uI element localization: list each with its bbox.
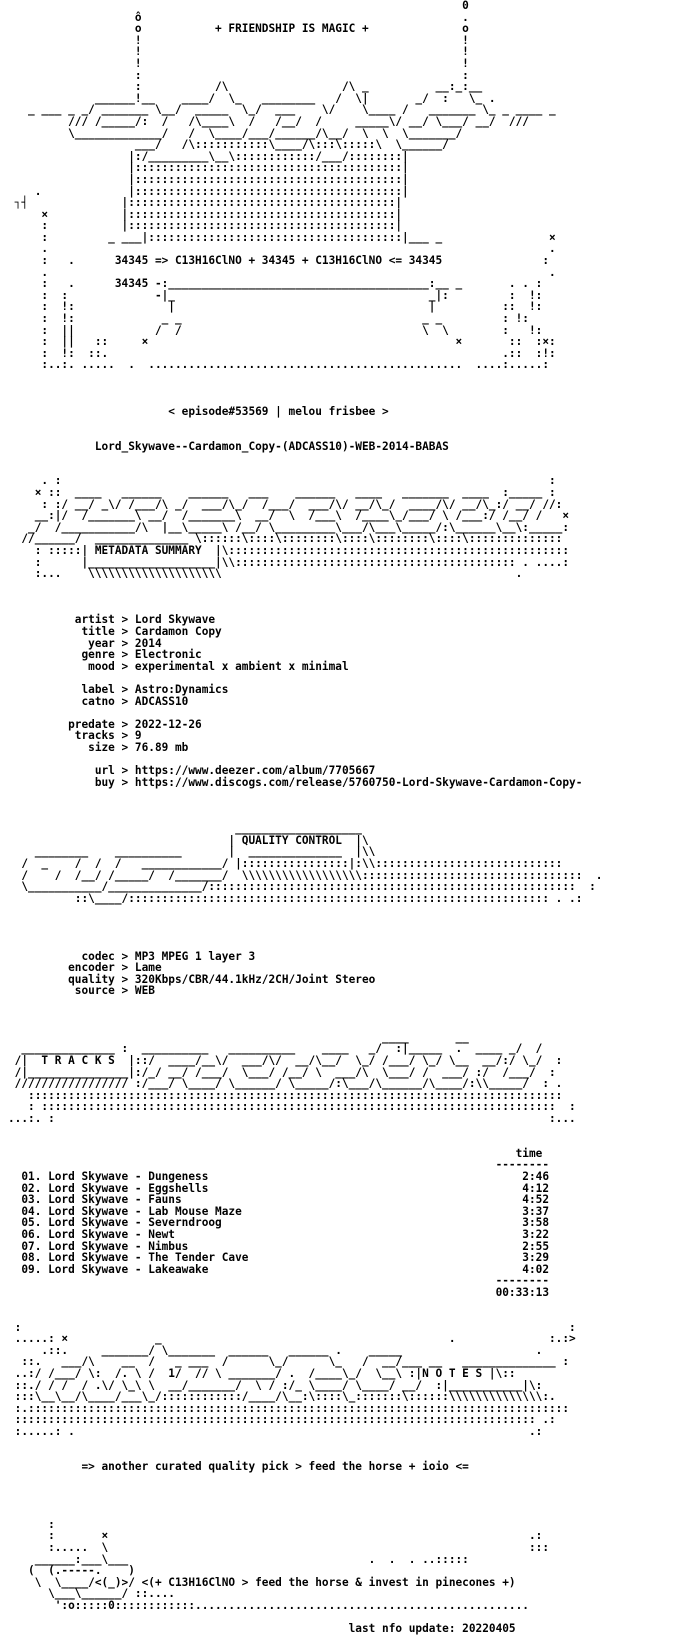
nfo-line: 0 (8, 0, 469, 12)
nfo-line (8, 1009, 696, 1021)
nfo-line: last nfo update: 20220405 (8, 1622, 516, 1635)
nfo-line: : (8, 1517, 55, 1531)
nfo-line: :..... \ ::: (8, 1540, 549, 1554)
nfo-line: predate > 2022-12-26 (8, 717, 202, 731)
nfo-line (8, 580, 696, 592)
nfo-line: \ \____/<(_)>/ <(+ C13H16ClNO > feed the horse & invest in pinecones +) (8, 1575, 516, 1589)
nfo-line (8, 800, 696, 812)
nfo-line: : !: | | :: !: (8, 300, 543, 314)
nfo-line: |:/_________\__\::::::::::::/___/::::::::| (8, 149, 409, 163)
nfo-line: ( (.-----. ) (8, 1564, 135, 1578)
nfo-line: time (8, 1146, 543, 1160)
nfo-line: : !: _ _ _ _ : !: (8, 312, 529, 326)
nfo-line: ______________ : __________ __________ ____ _/ :|_____ . ____ _/ / (8, 1042, 556, 1056)
nfo-line: : || :: × × :: :×: (8, 335, 556, 349)
nfo-line: \_____________/ / \____/___/______/\__/ \ \ \_______/ (8, 126, 463, 140)
nfo-line: -------- (8, 1158, 549, 1172)
nfo-line: ___/ /\:::::::::::\____/\:::\:::::\ \______/ (8, 138, 449, 152)
nfo-line: ____ __ (8, 1030, 469, 1044)
nfo-line: : . 34345 -:_______________________________________:__ _ . . : (8, 277, 543, 291)
nfo-line: \___________/______________/::::::::::::::::::::::::::::::::::::::::::::::::::::::: : (8, 880, 596, 894)
nfo-line: 01. Lord Skywave - Dungeness 2:46 (8, 1169, 549, 1183)
nfo-line: o + FRIENDSHIP IS MAGIC + o (8, 22, 469, 36)
nfo-line: url > https://www.deezer.com/album/7705667 (8, 764, 376, 778)
nfo-line: ______!__ ____/ \_ ________ / \| _/ : \_ . (8, 91, 496, 105)
nfo-line: × :: ____ ______ ______ ___ ______ ____ _______ ____ :_____ : (8, 485, 556, 499)
nfo-line (8, 1310, 696, 1322)
nfo-line: Lord_Skywave--Cardamon_Copy-(ADCASS10)-WEB-2014-BABAS (8, 439, 449, 453)
nfo-line: 08. Lord Skywave - The Tender Cave 3:29 (8, 1251, 549, 1265)
nfo-line: mood > experimental x ambient x minimal (8, 659, 349, 673)
nfo-line: ┐┤ |::::::::::::::::::::::::::::::::::::::::| (8, 196, 403, 210)
nfo-line: : || / / \ \ : !: (8, 323, 543, 337)
nfo-line: :::\__\__/\____/___\_/::::::::::::/____/\__:\::::\_:::::::\::::::\\\\\\\\\\\\\\:. (8, 1390, 556, 1404)
nfo-line: ::./ / / / .\/ \_\ \ __/_______/ \ / :/_ \____/ \____/ __/ :|___________|\: (8, 1378, 543, 1392)
nfo-line: / / /__/ /_____/ /_______/ \\\\\\\\\\\\\\\\\\::::::::::::::::::::::::::::::::: . (8, 868, 603, 882)
nfo-line: 07. Lord Skywave - Nimbus 2:55 (8, 1239, 549, 1253)
nfo-line: : /\ /\ _ __:_:__ (8, 80, 483, 94)
nfo-line: . . (8, 242, 556, 256)
nfo-line: : |___________________|\\:::::::::::::::::::::::::::::::::::::::::: . ....: (8, 555, 570, 569)
nfo-line: codec > MP3 MPEG 1 layer 3 (8, 949, 256, 963)
nfo-line (8, 939, 696, 951)
nfo-line: : × .: (8, 1529, 543, 1543)
nfo-line (8, 1507, 696, 1519)
nfo-line: ...:. : :... (8, 1112, 576, 1125)
nfo-line: buy > https://www.discogs.com/release/5760750-Lord-Skywave-Cardamon-Copy- (8, 775, 583, 789)
nfo-line: / _ / / / ____________/ |::::::::::::::::|:\\:::::::::::::::::::::::::::: (8, 856, 563, 870)
nfo-line: title > Cardamon Copy (8, 625, 222, 639)
nfo-line (8, 383, 696, 395)
nfo-line: tracks > 9 (8, 729, 142, 743)
nfo-line: × |::::::::::::::::::::::::::::::::::::::::| (8, 207, 403, 221)
nfo-line: ________ __________ | ______________ |\\ (8, 845, 376, 859)
nfo-line: :... \\\\\\\\\\\\\\\\\\\\ . (8, 567, 523, 581)
nfo-line: genre > Electronic (8, 648, 202, 662)
nfo-line: year > 2014 (8, 636, 162, 650)
nfo-line: ___________________ (8, 822, 362, 836)
nfo-line: source > WEB (8, 984, 155, 998)
nfo-line: ..:/ /___/ \: /. \ / 1/ // \ _______/ . /____\_/ \__\ :|N O T E S |\:: (8, 1367, 516, 1381)
nfo-line: -------- (8, 1274, 549, 1288)
nfo-line (8, 997, 696, 1009)
nfo-line: 02. Lord Skywave - Eggshells 4:12 (8, 1181, 549, 1195)
nfo-line: quality > 320Kbps/CBR/44.1kHz/2CH/Joint Stereo (8, 972, 376, 986)
nfo-line (8, 1438, 696, 1450)
nfo-line: .....: × _ . :.:> (8, 1332, 576, 1346)
nfo-line: catno > ADCASS10 (8, 694, 189, 708)
nfo-line: _ ___ _ _/ _______ \__/ _____ \_/ ___ \/ \____ / _______ \_ _ ____ _ (8, 103, 556, 117)
nfo-line (8, 928, 696, 940)
nfo-line: 05. Lord Skywave - Severndroog 3:58 (8, 1216, 549, 1230)
nfo-line: 04. Lord Skywave - Lab Mouse Maze 3:37 (8, 1204, 549, 1218)
nfo-line: :.::::::::::::::::::::::::::::::::::::::::::::::::::::::::::::::::::::::::::::::::: (8, 1401, 570, 1415)
nfo-line (8, 904, 696, 916)
nfo-line: :..:. ..... . ............................................... ....:.....: (8, 358, 549, 372)
nfo-line: :::::::::::::::::::::::::::::::::::::::::::::::::::::::::::::::::::::::::::::::: (8, 1088, 563, 1102)
nfo-line: : : (8, 68, 469, 82)
nfo-line: : ::::::::::::::::::::::::::::::::::::::::::::::::::::::::::::::::::::::::::::: : (8, 1100, 576, 1114)
nfo-line: .::. _______/ \_______ ______ ______ . _____ . (8, 1343, 543, 1357)
nfo-line: ! ! (8, 45, 469, 59)
nfo-line: :.....: . .: (8, 1425, 543, 1439)
nfo-line: ! ! (8, 33, 469, 47)
nfo-line: :::::::::::::::::::::::::::::::::::::::::::::::::::::::::::::::::::::::::::::: .: (8, 1413, 556, 1427)
nfo-line: . |::::::::::::::::::::::::::::::::::::::::| (8, 184, 409, 198)
nfo-line: size > 76.89 mb (8, 741, 189, 754)
nfo-line: : :::::| METADATA SUMMARY |\::::::::::::::::::::::::::::::::::::::::::::::::::: (8, 543, 570, 557)
nfo-line (8, 788, 696, 800)
nfo-line: ______:___\___ . . . ..::::: (8, 1552, 469, 1566)
nfo-line: ! ! (8, 56, 469, 70)
nfo-line (8, 1125, 696, 1137)
nfo-line (8, 429, 696, 441)
nfo-line: 03. Lord Skywave - Fauns 4:52 (8, 1193, 549, 1207)
nfo-line (8, 591, 696, 603)
nfo-line: : !: ::. .:: :!: (8, 346, 556, 360)
nfo-line: : : (8, 1320, 576, 1334)
nfo-line: artist > Lord Skywave (8, 613, 216, 627)
nfo-line: label > Astro:Dynamics (8, 683, 229, 697)
nfo-line: _/ /___________/\ |__\_____\ /__/ \_________\___/\___\_____/:\______\__\:_____: (8, 520, 570, 534)
nfo-line (8, 916, 696, 928)
nfo-line: __:|/ /_______\ __/ /_______\ __/ \ /___\ /____\_/___/ \ /___:/ /__/ / × (8, 509, 570, 523)
nfo-line (8, 452, 696, 464)
nfo-line: | QUALITY CONTROL |\ (8, 833, 369, 847)
nfo-line: ô . (8, 10, 469, 24)
nfo-line: : . 34345 => C13H16ClNO + 34345 + C13H16ClNO <= 34345 : (8, 254, 549, 268)
nfo-line: < episode#53569 | melou frisbee > (8, 404, 389, 418)
nfo-line: : |::::::::::::::::::::::::::::::::::::::::| (8, 219, 403, 233)
nfo-line: . : : (8, 474, 556, 488)
nfo-line: : _ ___|::::::::::::::::::::::::::::::::::::::|___ _ × (8, 230, 556, 244)
nfo-line: 06. Lord Skywave - Newt 3:22 (8, 1227, 549, 1241)
nfo-line: : :/ __/ _\/ /___/\ _/ ___/\_/ /___/ ___/\/ __/\_/ ____/\/ __/\_:/ __/ //: (8, 497, 563, 511)
nfo-line: ///////////////// :/___/ \____/ \______/ \_____/:\___/\______/\____/:\\_____/ : . (8, 1077, 563, 1091)
nfo-line: /|_______________|:/_/ __/ /___/ \___/ /__/ \ ___/\ \___/ / ___/ :/ /___/ : (8, 1065, 556, 1079)
nfo-line: |::::::::::::::::::::::::::::::::::::::::| (8, 161, 409, 175)
nfo-line: ::\____/::::::::::::::::::::::::::::::::::::::::::::::::::::::::::::::: . .: (8, 891, 583, 905)
nfo-line: \___\______/ ::.... (8, 1587, 175, 1601)
nfo-line: ':o:::::0::::::::::::.................................................. (8, 1598, 529, 1612)
nfo-line: //______/ ______________ \::::::\::::\::::::::\::::\::::::::\::::\:::::::::::::: (8, 532, 563, 546)
nfo-line: ::. ___/\ __ / _ ___ / \_/ \_ / __/___ __ ______________ : (8, 1355, 570, 1369)
nfo-line (8, 371, 696, 383)
nfo-line (8, 1484, 696, 1496)
nfo-line: : : -|_ _|: : !: (8, 288, 543, 302)
nfo-line (8, 1299, 696, 1311)
nfo-line: => another curated quality pick > feed the horse + ioio <= (8, 1459, 469, 1473)
nfo-line: 00:33:13 (8, 1285, 549, 1299)
nfo-line: /| T R A C K S |::/ ____/__\/ ___/\/ __/\__/ \_/ /___/ \_/ \__ __/:/ \_/ : (8, 1054, 563, 1068)
nfo-line: 09. Lord Skywave - Lakeawake 4:02 (8, 1262, 549, 1276)
nfo-line (8, 417, 696, 429)
nfo-line (8, 1472, 696, 1484)
nfo-line: |::::::::::::::::::::::::::::::::::::::::| (8, 172, 409, 186)
nfo-line (8, 1496, 696, 1508)
nfo-line: encoder > Lame (8, 961, 162, 975)
nfo-line: /// /_____/: / /\____\ / /__/ / _____\/ __/ \___/ __/ /// (8, 114, 536, 128)
nfo-line: . . (8, 265, 556, 279)
